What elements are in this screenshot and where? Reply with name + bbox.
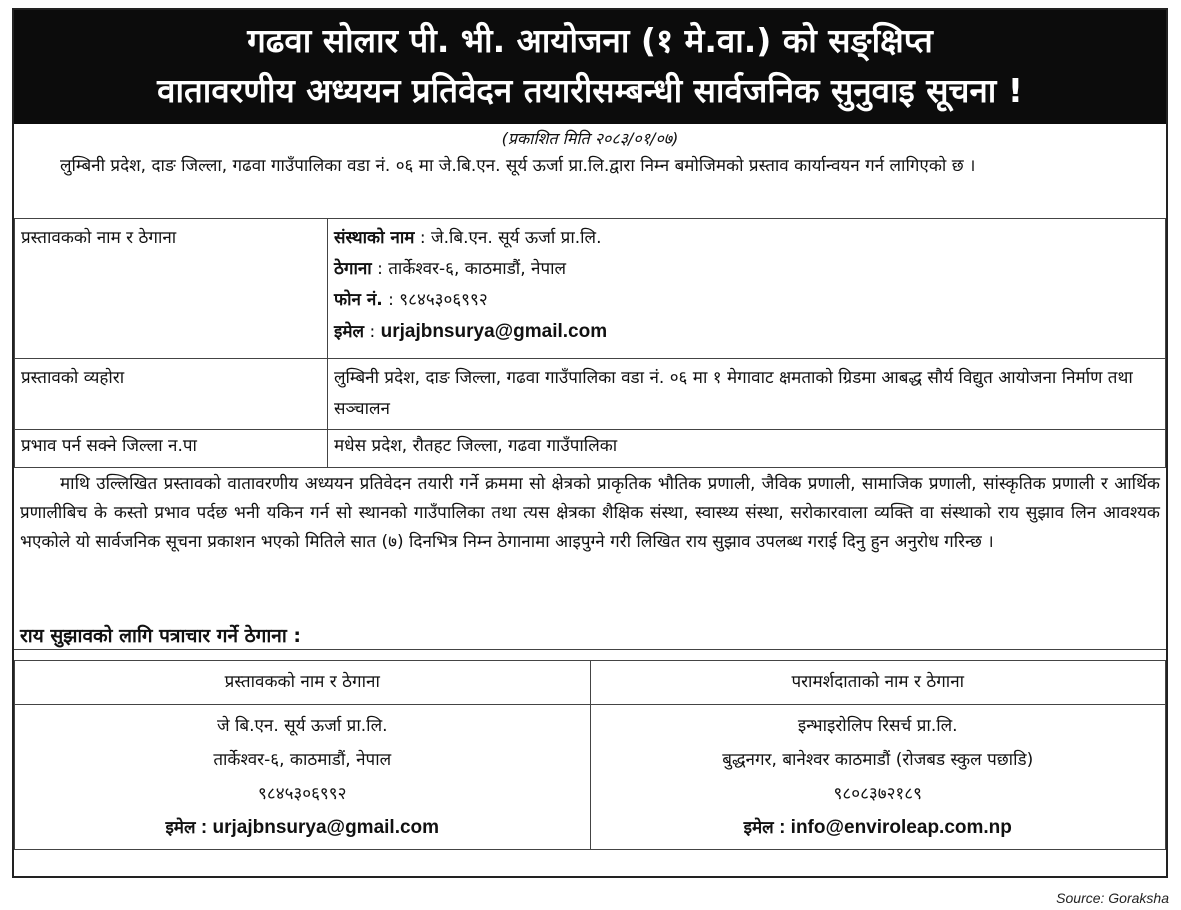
proponent-header: प्रस्तावकको नाम र ठेगाना [15,661,591,705]
contact-phone: ९८०८३७२१८९ [833,784,922,804]
contact-name: इन्भाइरोलिप रिसर्च प्रा.लि. [797,716,958,736]
notice-title [14,10,1166,124]
org-value: : जे.बि.एन. सूर्य ऊर्जा प्रा.लि. [419,228,602,248]
addr-value: : तार्केश्वर-६, काठमाडौं, नेपाल [377,259,567,279]
affected-area: मधेस प्रदेश, रौतहट जिल्ला, गढवा गाउँपालिका [328,430,1166,468]
publish-date: (प्रकाशित मिति २०८३/०१/०७) [501,129,679,148]
body-text: माथि उल्लिखित प्रस्तावको वातावरणीय अध्ययन प्रतिवेदन तयारी गर्ने क्रममा सो क्षेत्रको प्राकृतिक भौतिक प्रणाली, जैविक प्रणाली, सामाजिक प्रणाली, सांस्कृतिक प्रणाली र आर्थिक प्रणालीबिच के कस्तो प्रभाव पर्दछ भनी यकिन गर्न सो स्थानको गाउँपालिका तथा त्यस क्षेत्रका शैक्षिक संस्था, स्वास्थ्य संस्था, सरोकारवाला व्यक्ति वा संस्थाको राय सुझाव लिन आवश्यक भएकोले यो सार्वजनिक सूचना प्रकाशन भएको मितिले सात (७) दिनभित्र निम्न ठेगानामा आइपुग्ने गरी लिखित राय सुझाव उपलब्ध गराई दिनु हुन अनुरोध गरिन्छ । [20,474,1160,552]
contact-phone: ९८४५३०६९९२ [258,784,347,804]
contact-address: तार्केश्वर-६, काठमाडौं, नेपाल [213,750,392,770]
table-row [15,705,1166,850]
intro-text: लुम्बिनी प्रदेश, दाङ जिल्ला, गढवा गाउँपालिका वडा नं. ०६ मा जे.बि.एन. सूर्य ऊर्जा प्रा.लि.द्वारा निम्न बमोजिमको प्रस्ताव कार्यान्वयन गर्न लागिएको छ । [60,156,976,176]
row-label: प्रभाव पर्न सक्ने जिल्ला न.पा [15,430,328,468]
email-key: इमेल [743,818,774,838]
table-row [15,661,1166,705]
intro-paragraph [14,152,1166,218]
proponent-contact [15,705,591,850]
table-row [15,359,1166,430]
contact-heading: राय सुझावको लागि पत्राचार गर्ने ठेगाना : [14,618,1166,650]
contact-address: बुद्धनगर, बानेश्वर काठमाडौं (रोजबड स्कुल पछाडि) [722,750,1034,770]
contact-email: : urjajbnsurya@gmail.com [200,817,440,838]
org-key: संस्थाको नाम [334,228,415,248]
row-label: प्रस्तावको व्यहोरा [15,359,328,430]
proponent-details: संस्थाको नाम : जे.बि.एन. सूर्य ऊर्जा प्रा.लि. ठेगाना : तार्केश्वर-६, काठमाडौं, नेपाल फोन नं. : ९८४५३०६९९२ इमेल : urjajbnsurya@gmail.com [328,219,1166,359]
proposal-description: लुम्बिनी प्रदेश, दाङ जिल्ला, गढवा गाउँपालिका वडा नं. ०६ मा १ मेगावाट क्षमताको ग्रिडमा आबद्ध सौर्य विद्युत आयोजना निर्माण तथा सञ्चालन [328,359,1166,430]
consultant-contact [590,705,1166,850]
phone-value: : ९८४५३०६९९२ [388,290,488,310]
phone-key: फोन नं. [334,290,383,310]
table-row [15,430,1166,468]
email-key: इमेल [165,818,196,838]
body-paragraph [14,470,1166,618]
email-value: urjajbnsurya@gmail.com [380,321,608,342]
title-line-2: वातावरणीय अध्ययन प्रतिवेदन तयारीसम्बन्धी सार्वजनिक सुनुवाइ सूचना ! [157,71,1023,110]
addr-key: ठेगाना [334,259,372,279]
contact-name: जे बि.एन. सूर्य ऊर्जा प्रा.लि. [216,716,388,736]
table-row [15,219,1166,359]
contact-table [14,660,1166,850]
info-table [14,218,1166,468]
source-credit: Source: Goraksha [1056,890,1169,906]
contact-email: : info@enviroleap.com.np [779,817,1012,838]
title-line-1: गढवा सोलार पी. भी. आयोजना (१ मे.वा.) को सङ्क्षिप्त [247,21,933,60]
row-label: प्रस्तावकको नाम र ठेगाना [15,219,328,359]
consultant-header: परामर्शदाताको नाम र ठेगाना [590,661,1166,705]
notice [12,8,1168,878]
email-key: इमेल [334,322,365,342]
